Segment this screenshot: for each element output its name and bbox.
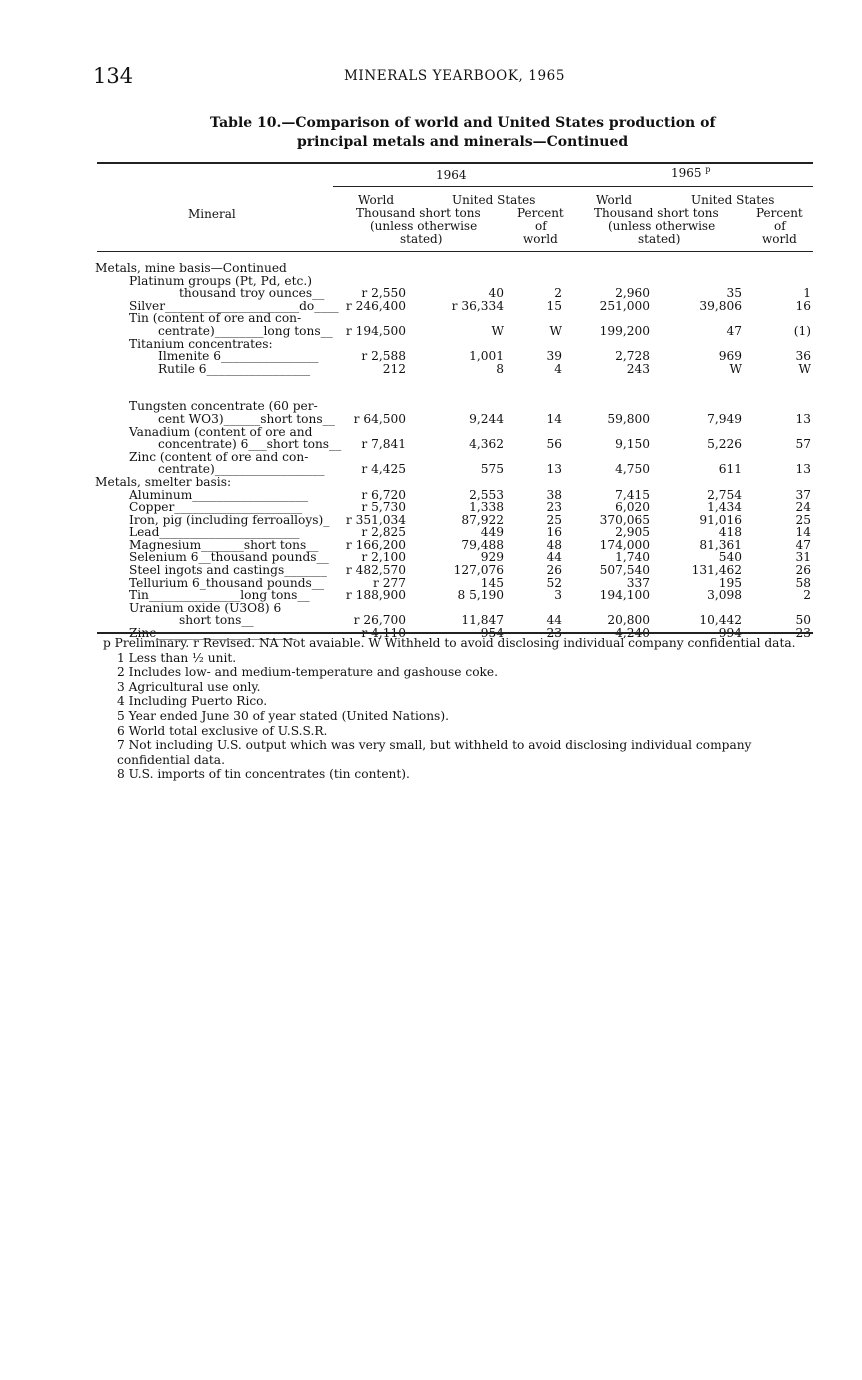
mineral-label: Copper_____________________ [129,500,303,515]
percent-1964-value: 2 [554,286,562,301]
world-1964-value: r 64,500 [353,411,406,426]
percent-1964-value: 56 [546,437,562,452]
us-1965-value: 540 [718,550,742,565]
world-1965-value: 20,800 [607,613,650,628]
world-1965-value: 7,415 [615,487,650,502]
mineral-label: concentrate) 6___short tons__ [158,437,342,452]
percent-1964-value: 23 [546,626,562,641]
percent-1965-value: 13 [795,411,811,426]
world-1965-value: 1,740 [615,550,650,565]
table-bottom-rule [97,632,813,634]
year-rule [333,186,813,187]
percent-1965-value: 36 [795,349,811,364]
mineral-label: Ilmenite 6________________ [158,349,319,364]
us-1965-value: 81,361 [699,537,742,552]
world-1965-value: 174,000 [599,537,650,552]
us-1964-value: 79,488 [461,537,504,552]
percent-1965-value: 13 [795,462,811,477]
percent-1965-value: 31 [795,550,811,565]
mineral-label: centrate)________long tons__ [158,323,333,338]
us-1964-value: 575 [480,462,504,477]
us-1964-value [406,262,504,275]
year-1965: 1965 $^p$ [671,165,711,180]
percent-1965-value: 37 [795,487,811,502]
us-1965-value: 91,016 [699,512,742,527]
mineral-label: Zinc_______________________ [129,626,297,641]
us-1964-value [406,476,504,489]
world-1964-value: r 2,825 [361,525,406,540]
mineral-cell [95,287,342,300]
us-1964-value: 127,076 [453,563,504,578]
table-row [95,350,811,363]
table-row [95,501,811,514]
percent-1964-value: 23 [546,500,562,515]
world-1965-value: 9,150 [615,437,650,452]
percent-1964-value: 38 [546,487,562,502]
mineral-label: Zinc (content of ore and con- [129,449,309,464]
mineral-label: Metals, smelter basis: [95,474,232,489]
us-1964-value: 145 [480,575,504,590]
footnote-2: 2 Includes low- and medium-temperature and gashouse coke. [117,665,499,680]
units-1964-l2: (unless otherwise [370,219,478,233]
mineral-label: Uranium oxide (U3O8) 6 [129,600,282,615]
world-1964-value: r 4,110 [361,626,406,641]
world-1965-value [562,476,650,489]
world-1964-value: r 277 [373,575,406,590]
us-1964-value: 1,001 [469,349,504,364]
world-1965-value: 2,960 [615,286,650,301]
us-1965-value: 994 [718,626,742,641]
mineral-label: centrate)__________________ [158,462,325,477]
footnote-6: 6 World total exclusive of U.S.S.R. [117,723,328,738]
percent-1965-value: 57 [795,437,811,452]
us-1964-value: 954 [480,626,504,641]
mineral-label: Silver______________________do____ [129,298,339,313]
percent-1965-value [742,275,811,288]
footnote-8: 8 U.S. imports of tin concentrates (tin content). [117,767,410,782]
world-1964-value: r 7,841 [361,437,406,452]
footnote-1: 1 Less than ½ unit. [117,650,237,665]
percent-1965-value: W [798,361,811,376]
us-1965-value: 10,442 [699,613,742,628]
percent-1965-value: 24 [795,500,811,515]
us-1965-value: 7,949 [707,411,742,426]
us-1964-value: r 36,334 [451,298,504,313]
footnote-5: 5 Year ended June 30 of year stated (United Nations). [117,708,449,723]
footnotes [103,636,815,782]
percent-1965-value [742,262,811,275]
mineral-cell [95,476,342,489]
mineral-cell [95,363,342,376]
header-bottom-rule [97,251,813,252]
table-row [95,413,811,426]
us-1965-value: 35 [726,286,742,301]
mineral-label: Vanadium (content of ore and [129,424,313,439]
table-row [95,262,811,275]
mineral-label: Rutile 6_________________ [158,361,311,376]
us-1964-value: 1,338 [469,500,504,515]
percent-1965-value [742,375,811,400]
percent-1964-l2: of [535,219,547,233]
mineral-cell [95,262,342,275]
world-1965-header: World [596,193,632,207]
percent-1965-value: 26 [795,563,811,578]
mineral-cell [95,325,342,338]
mineral-cell [95,589,342,602]
mineral-label: Lead_______________________ [129,525,300,540]
year-1964: 1964 [436,168,467,182]
percent-1965-value: 47 [795,537,811,552]
us-1965-value: 131,462 [691,563,742,578]
world-1965-value: 199,200 [599,323,650,338]
us-1964-value: 449 [480,525,504,540]
mineral-label: short tons__ [179,613,254,628]
percent-1964-value: 39 [546,349,562,364]
table-row [95,325,811,338]
us-1965-value [650,375,742,400]
world-1964-value [342,476,406,489]
percent-1965-l1: Percent [756,206,803,220]
units-1965-l1: Thousand short tons [594,206,719,220]
mineral-label: Iron, pig (including ferroalloys)_ [129,512,330,527]
units-1964-l1: Thousand short tons [356,206,481,220]
percent-1965-l2: of [774,219,786,233]
mineral-label: Magnesium_______short tons__ [129,537,319,552]
us-1965-value [650,262,742,275]
percent-1965-value: 1 [803,286,811,301]
world-1964-value: r 26,700 [353,613,406,628]
us-1965-value: 39,806 [699,298,742,313]
us-1964-value [406,375,504,400]
us-1965-value: 3,098 [707,588,742,603]
percent-1965-value: 2 [803,588,811,603]
world-1964-value: r 2,550 [361,286,406,301]
mineral-label: Steel ingots and castings_______ [129,563,327,578]
production-table-body [95,262,811,640]
us-1964-value: W [491,323,504,338]
world-1964-value: r 2,588 [361,349,406,364]
units-1964-l3: stated) [400,232,443,246]
us-1965-value: 611 [718,462,742,477]
world-1965-value [562,375,650,400]
percent-1964-value: 44 [546,613,562,628]
us-1964-value [406,312,504,325]
percent-1964-value [504,476,562,489]
mineral-label: thousand troy ounces__ [179,286,325,301]
production-table [95,262,811,640]
world-1965-value: 251,000 [599,298,650,313]
percent-1965-value: 58 [795,575,811,590]
percent-1964-value: 25 [546,512,562,527]
percent-1964-value: 16 [546,525,562,540]
table-row [95,287,811,300]
mineral-cell [95,438,342,451]
percent-1964-value [504,262,562,275]
world-1964-value: r 166,200 [345,537,406,552]
world-1965-value: 4,750 [615,462,650,477]
percent-1965-value [742,476,811,489]
table-row [95,589,811,602]
us-1965-value: 5,226 [707,437,742,452]
mineral-label: Tellurium 6_thousand pounds__ [129,575,324,590]
percent-1964-value: 44 [546,550,562,565]
percent-1965-value: 25 [795,512,811,527]
world-1965-value [562,262,650,275]
page-number: 134 [93,64,134,88]
footnote-7: 7 Not including U.S. output which was very small, but withheld to avoid disclosing individual company confidential data. [117,738,752,767]
us-1964-value: 87,922 [461,512,504,527]
table-row [95,375,811,400]
us-1964-value: 8 5,190 [457,588,504,603]
mineral-label: Platinum groups (Pt, Pd, etc.) [129,273,312,288]
world-1965-value: 243 [626,361,650,376]
percent-1964-value: 13 [546,462,562,477]
us-1964-value: 929 [480,550,504,565]
mineral-label: Selenium 6__thousand pounds__ [129,550,329,565]
us-1964-value: 8 [496,361,504,376]
percent-1964-value: 14 [546,411,562,426]
mineral-label: cent WO3)______short tons__ [158,411,335,426]
world-1964-value [342,375,406,400]
world-1964-value: r 6,720 [361,487,406,502]
percent-1964-value: 4 [554,361,562,376]
percent-1965-value: (1) [793,323,811,338]
mineral-label: Tin (content of ore and con- [129,311,302,326]
running-head: MINERALS YEARBOOK, 1965 [344,68,566,84]
us-1965-value: 2,754 [707,487,742,502]
world-1964-header: World [358,193,394,207]
table-row [95,564,811,577]
us-1964-header: United States [452,193,536,207]
us-1965-value: 47 [726,323,742,338]
table-row [95,476,811,489]
percent-1964-value [504,375,562,400]
table-row [95,363,811,376]
world-1965-value: 6,020 [615,500,650,515]
us-1965-header: United States [691,193,775,207]
us-1965-value [650,476,742,489]
us-1964-value: 4,362 [469,437,504,452]
percent-1965-value: 14 [795,525,811,540]
percent-1965-value: 23 [795,626,811,641]
world-1964-value: r 188,900 [345,588,406,603]
mineral-label: Metals, mine basis—Continued [95,261,287,275]
world-1965-value: 507,540 [599,563,650,578]
us-1965-value: 195 [718,575,742,590]
mineral-cell [95,413,342,426]
mineral-label: Tin_______________long tons__ [129,588,310,603]
mineral-cell [95,375,342,400]
units-1965-l3: stated) [638,232,681,246]
world-1964-value: r 482,570 [345,563,406,578]
world-1964-value [342,262,406,275]
world-1965-value: 59,800 [607,411,650,426]
world-1965-value: 4,240 [615,626,650,641]
us-1965-value: 1,434 [707,500,742,515]
percent-1964-value: 15 [546,298,562,313]
world-1964-value: 212 [382,361,406,376]
us-1965-value: W [729,361,742,376]
mineral-label: Titanium concentrates: [129,336,273,351]
world-1964-value: r 246,400 [345,298,406,313]
percent-1965-value: 50 [795,613,811,628]
world-1964-value: r 351,034 [345,512,406,527]
us-1964-value: 2,553 [469,487,504,502]
percent-1965-l3: world [762,232,797,246]
percent-1964-l1: Percent [517,206,564,220]
mineral-cell [95,526,342,539]
world-1964-value: r 2,100 [361,550,406,565]
percent-1964-value: W [549,323,562,338]
mineral-label: Tungsten concentrate (60 per- [129,399,318,414]
world-1965-value: 2,728 [615,349,650,364]
world-1965-value: 2,905 [615,525,650,540]
units-1965-l2: (unless otherwise [608,219,716,233]
percent-1964-l3: world [523,232,558,246]
us-1965-value: 969 [718,349,742,364]
mineral-label: Aluminum___________________ [129,487,309,502]
footnote-4: 4 Including Puerto Rico. [117,694,268,709]
us-1964-value: 40 [488,286,504,301]
percent-1964-value: 3 [554,588,562,603]
table-title-line-2: principal metals and minerals—Continued [297,134,629,150]
us-1965-value: 418 [718,525,742,540]
mineral-cell [95,564,342,577]
table-row [95,526,811,539]
table-row [95,438,811,451]
world-1965-value: 337 [626,575,650,590]
percent-1964-value: 26 [546,563,562,578]
percent-1965-value: 16 [795,298,811,313]
percent-1964-value: 52 [546,575,562,590]
world-1964-value: r 4,425 [361,462,406,477]
world-1964-value: r 5,730 [361,500,406,515]
world-1964-value: r 194,500 [345,323,406,338]
us-1964-value: 9,244 [469,411,504,426]
world-1965-value: 370,065 [599,512,650,527]
mineral-column-header: Mineral [188,207,236,221]
footnote-legend: p Preliminary. r Revised. NA Not avaiable. W Withheld to avoid disclosing individual company confidential data. [103,636,796,650]
table-title-line-1: Table 10.—Comparison of world and United States production of [210,115,716,131]
mineral-cell [95,501,342,514]
footnote-3: 3 Agricultural use only. [117,679,261,694]
mineral-cell [95,350,342,363]
percent-1964-value: 48 [546,537,562,552]
header-top-rule [97,162,813,164]
us-1964-value: 11,847 [461,613,504,628]
world-1965-value: 194,100 [599,588,650,603]
